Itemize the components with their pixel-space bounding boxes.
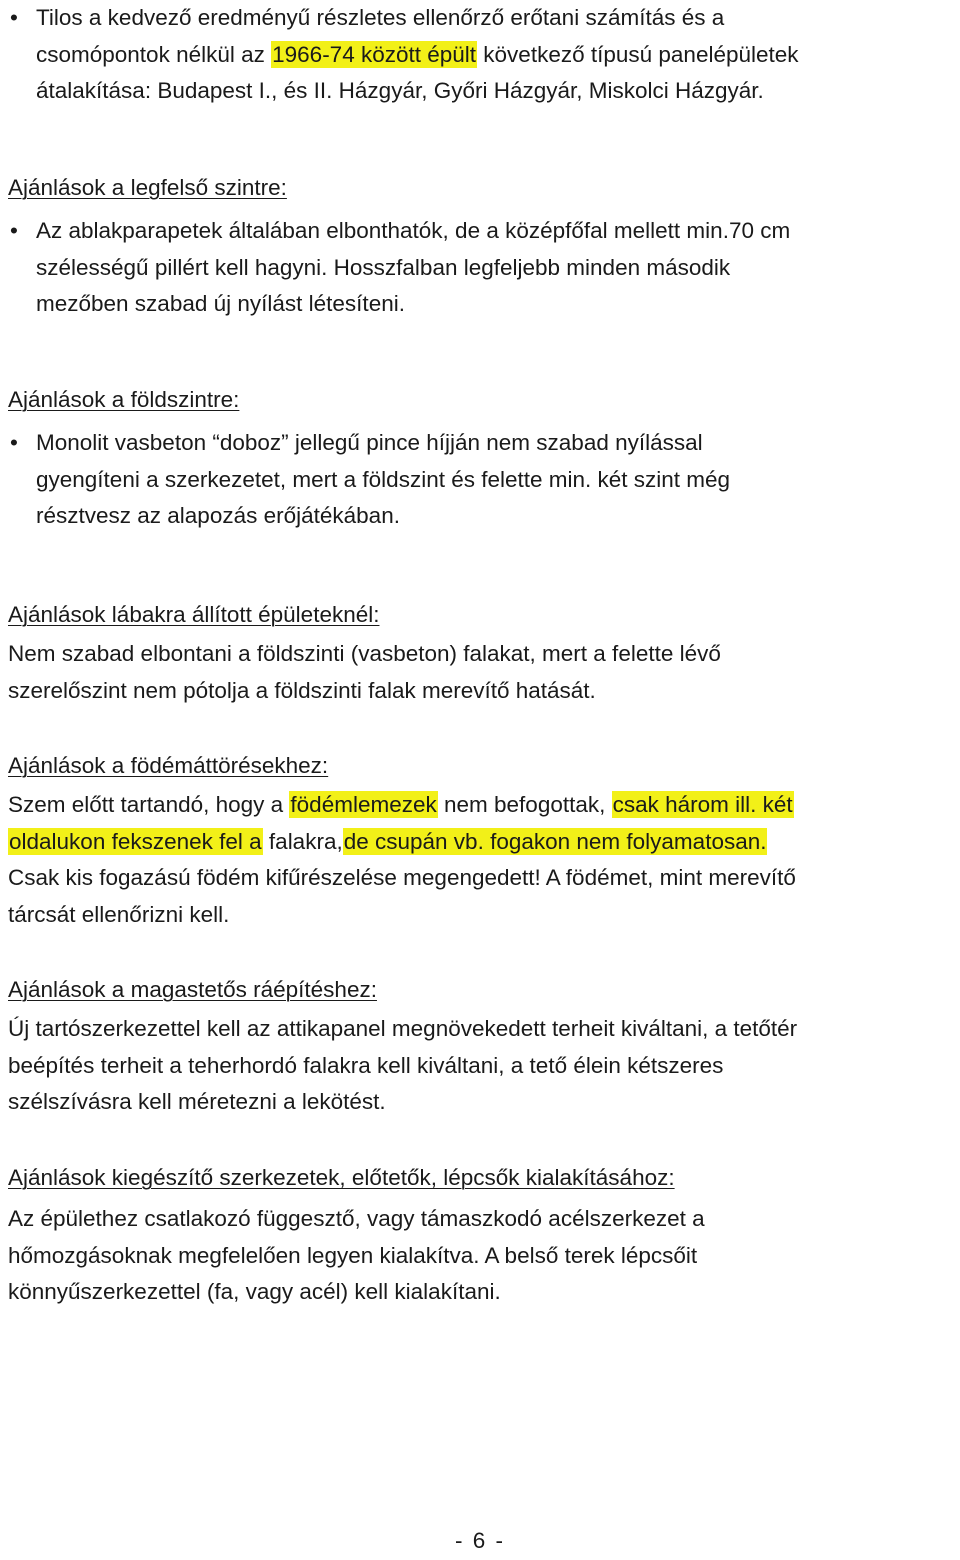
- paragraph-line: átalakítása: Budapest I., és II. Házgyár, Győri Házgyár, Miskolci Házgyár.: [36, 78, 764, 103]
- paragraph-line: gyengíteni a szerkezetet, mert a földszint és felette min. két szint még: [36, 466, 731, 492]
- highlighted-text: oldalukon fekszenek fel a: [9, 828, 262, 854]
- section-heading-slab-openings: Ajánlások a födémáttörésekhez:: [8, 753, 329, 778]
- paragraph-line: [8, 787, 954, 824]
- section-heading-top-floor: Ajánlások a legfelső szintre:: [8, 175, 287, 200]
- paragraph-line: szélességű pillért kell hagyni. Hosszfalban legfeljebb minden második: [36, 254, 731, 280]
- highlighted-text: 1966-74 között épült: [272, 41, 477, 67]
- page-number: - 6 -: [454, 1528, 505, 1553]
- text-run: következő típusú panelépületek: [477, 41, 799, 67]
- auxiliary-structures-paragraph: [8, 1201, 954, 1311]
- paragraph-line: résztvesz az alapozás erőjátékában.: [36, 503, 400, 528]
- paragraph-line: Csak kis fogazású födém kifűrészelése megengedett! A födémet, mint merevítő: [8, 865, 796, 890]
- paragraph-line: szerelőszint nem pótolja a földszinti falak merevítő hatását.: [8, 677, 596, 703]
- stilted-buildings-paragraph: [8, 636, 954, 709]
- paragraph-line: tárcsát ellenőrizni kell.: [8, 901, 230, 927]
- bullet-marker: •: [10, 5, 18, 30]
- paragraph-line: Új tartószerkezettel kell az attikapanel megnövekedett terheit kiváltani, a tetőtér: [8, 1016, 798, 1041]
- section-heading-auxiliary-structures: Ajánlások kiegészítő szerkezetek, előtetők, lépcsők kialakításához:: [8, 1165, 675, 1190]
- text-run: csomópontok nélkül az: [36, 41, 272, 67]
- text-run: nem befogottak,: [437, 792, 612, 817]
- paragraph-line: Nem szabad elbontani a földszinti (vasbeton) falakat, mert a felette lévő: [8, 641, 721, 666]
- paragraph-line: Az ablakparapetek általában elbonthatók, de a középfőfal mellett min.70 cm: [36, 218, 791, 243]
- ground-floor-bullet-paragraph: [8, 425, 954, 535]
- paragraph-line: [36, 37, 954, 74]
- pitched-roof-paragraph: [8, 1011, 954, 1121]
- slab-openings-paragraph: [8, 787, 954, 933]
- bullet-marker: •: [10, 430, 18, 455]
- text-run: Szem előtt tartandó, hogy a: [8, 792, 290, 817]
- highlighted-text: de csupán vb. fogakon nem folyamatosan.: [343, 828, 767, 854]
- highlighted-text: födémlemezek: [290, 792, 437, 817]
- section-heading-pitched-roof: Ajánlások a magastetős ráépítéshez:: [8, 977, 377, 1002]
- paragraph-line: Monolit vasbeton “doboz” jellegű pince híjján nem szabad nyílással: [36, 430, 703, 455]
- section-heading-stilted-buildings: Ajánlások lábakra állított épületeknél:: [8, 602, 380, 627]
- section-heading-ground-floor: Ajánlások a földszintre:: [8, 387, 240, 412]
- highlighted-text: csak három ill. két: [612, 792, 793, 817]
- paragraph-line: Az épülethez csatlakozó függesztő, vagy támaszkodó acélszerkezet a: [8, 1206, 705, 1231]
- paragraph-line: könnyűszerkezettel (fa, vagy acél) kell kialakítani.: [8, 1279, 501, 1304]
- top-floor-bullet-paragraph: [8, 213, 954, 323]
- paragraph-line: Tilos a kedvező eredményű részletes ellenőrző erőtani számítás és a: [36, 5, 725, 30]
- paragraph-line: beépítés terheit a teherhordó falakra kell kiváltani, a tető élein kétszeres: [8, 1052, 724, 1078]
- paragraph-line: mezőben szabad új nyílást létesíteni.: [36, 291, 405, 316]
- text-run: falakra,: [262, 828, 343, 854]
- paragraph-line: [8, 824, 954, 861]
- paragraph-line: hőmozgásoknak megfelelően legyen kialakítva. A belső terek lépcsőit: [8, 1242, 698, 1268]
- paragraph-line: szélszívásra kell méretezni a lekötést.: [8, 1089, 386, 1114]
- bullet-marker: •: [10, 218, 18, 243]
- intro-bullet-paragraph: [8, 0, 954, 110]
